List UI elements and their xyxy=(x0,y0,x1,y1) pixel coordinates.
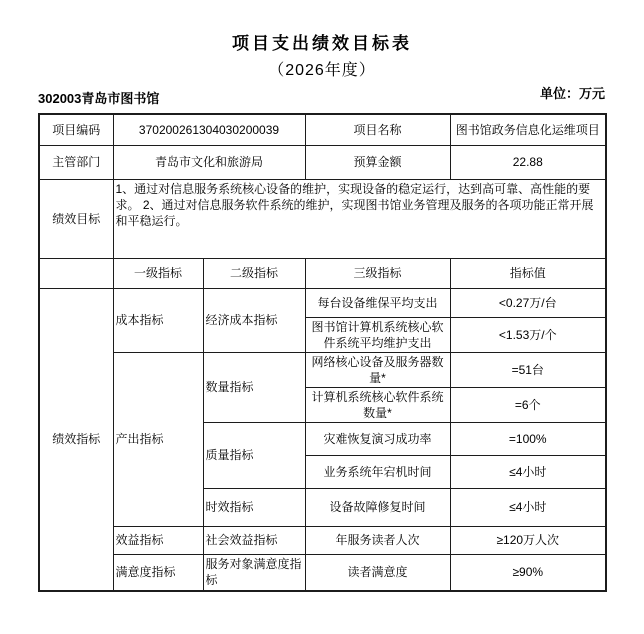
level2-cell: 服务对象满意度指标 xyxy=(203,554,305,591)
value-cell: =51台 xyxy=(450,352,606,387)
budget-value: 22.88 xyxy=(450,145,606,179)
value-cell: ≤4小时 xyxy=(450,488,606,526)
table-row xyxy=(39,179,606,258)
level1-cell: 效益指标 xyxy=(113,526,203,554)
unit-label: 单位：万元 xyxy=(539,86,605,101)
table-row xyxy=(39,288,606,317)
project-name-label: 项目名称 xyxy=(305,114,450,145)
department-value: 青岛市文化和旅游局 xyxy=(113,145,305,179)
level3-cell: 读者满意度 xyxy=(305,554,450,591)
level3-cell: 每台设备维保平均支出 xyxy=(305,288,450,317)
value-cell: <1.53万/个 xyxy=(450,317,606,352)
level3-cell: 图书馆计算机系统核心软件系统平均维护支出 xyxy=(305,317,450,352)
project-name-value: 图书馆政务信息化运维项目 xyxy=(450,114,606,145)
value-cell: ≥120万人次 xyxy=(450,526,606,554)
level2-cell: 社会效益指标 xyxy=(203,526,305,554)
table-row xyxy=(39,145,606,179)
value-cell: =100% xyxy=(450,422,606,455)
table-row xyxy=(39,554,606,591)
performance-target-table xyxy=(38,113,607,592)
page-subtitle: （2026年度） xyxy=(268,62,376,79)
value-cell: ≤4小时 xyxy=(450,455,606,488)
level3-cell: 年服务读者人次 xyxy=(305,526,450,554)
level2-cell: 数量指标 xyxy=(203,352,305,422)
header-level1: 一级指标 xyxy=(113,258,203,288)
header-value: 指标值 xyxy=(450,258,606,288)
level1-cell: 满意度指标 xyxy=(113,554,203,591)
row-group-label: 绩效指标 xyxy=(39,288,113,591)
level3-cell: 业务系统年宕机时间 xyxy=(305,455,450,488)
org-code-name: 302003青岛市图书馆 xyxy=(38,91,160,106)
value-cell: <0.27万/台 xyxy=(450,288,606,317)
level2-cell: 质量指标 xyxy=(203,422,305,488)
indicator-corner-cell xyxy=(39,258,113,288)
department-label: 主管部门 xyxy=(39,145,113,179)
value-cell: ≥90% xyxy=(450,554,606,591)
table-row xyxy=(39,526,606,554)
table-row xyxy=(39,352,606,387)
level3-cell: 网络核心设备及服务器数量* xyxy=(305,352,450,387)
level2-cell: 时效指标 xyxy=(203,488,305,526)
performance-goal-label: 绩效目标 xyxy=(39,179,113,258)
level3-cell: 灾难恢复演习成功率 xyxy=(305,422,450,455)
level3-cell: 计算机系统核心软件系统数量* xyxy=(305,387,450,422)
meta-row xyxy=(38,83,605,107)
level1-cell: 产出指标 xyxy=(113,352,203,526)
indicator-header-row xyxy=(39,258,606,288)
level2-cell: 经济成本指标 xyxy=(203,288,305,352)
budget-label: 预算金额 xyxy=(305,145,450,179)
value-cell: =6个 xyxy=(450,387,606,422)
header-level3: 三级指标 xyxy=(305,258,450,288)
performance-goal-text: 1、通过对信息服务系统核心设备的维护，实现设备的稳定运行，达到高可靠、高性能的要求。 2、通过对信息服务软件系统的维护，实现图书馆业务管理及服务的各项功能正常开展和平稳运行。 xyxy=(113,179,606,258)
project-code-value: 370200261304030200039 xyxy=(113,114,305,145)
level1-cell: 成本指标 xyxy=(113,288,203,352)
table-row xyxy=(39,114,606,145)
header-level2: 二级指标 xyxy=(203,258,305,288)
page-title: 项目支出绩效目标表 xyxy=(232,34,412,53)
level3-cell: 设备故障修复时间 xyxy=(305,488,450,526)
project-code-label: 项目编码 xyxy=(39,114,113,145)
